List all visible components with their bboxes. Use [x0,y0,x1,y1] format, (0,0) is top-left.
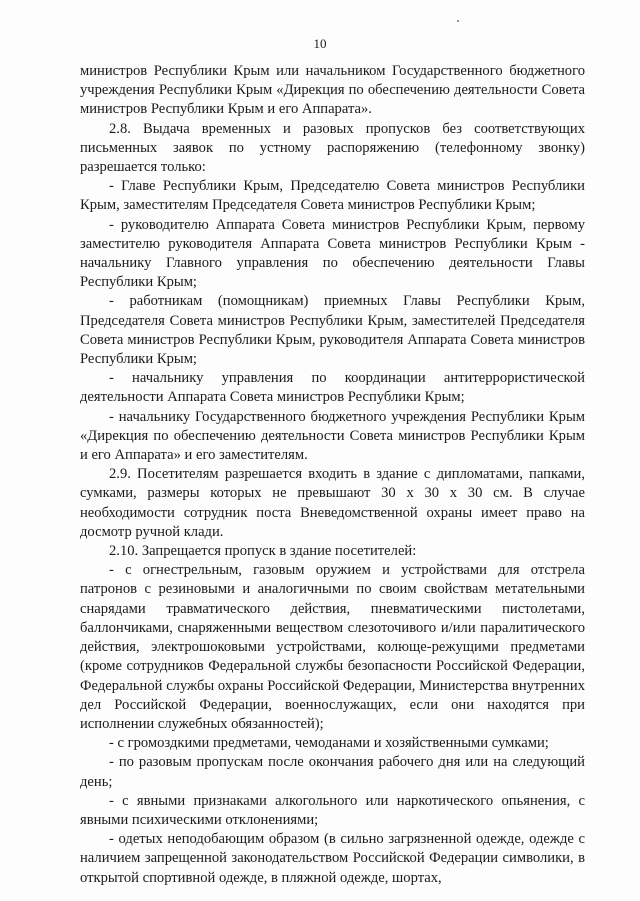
list-item-bulky-items: - с громоздкими предметами, чемоданами и хозяйственными сумками; [109,735,549,752]
list-item-antiterror-head: - начальнику управления по координации антитеррористической деятельности Аппарата Совета министров Республики Крым; [80,370,585,406]
document-body [80,62,585,888]
paragraph-2-8: 2.8. Выдача временных и разовых пропусков без соответствующих письменных заявок по устному распоряжению (телефонному звонку) разрешается только: [80,120,585,176]
list-item-weapons: - с огнестрельным, газовым оружием и устройствами для отстрела патронов с резиновыми и аналогичными по своим свойствам метательными снарядами травматического действия, пневматическими пистолетами, баллончиками, снаряженными веществом слезоточивого и/или паралитического действия, электрошоковыми устройствами, колюще-режущими предметами (кроме сотрудников Федеральной службы безопасности Российской Федерации, Федеральной службы охраны Российской Федерации, Министерства внутренних дел Российской Федерации, военнослужащих, если они находятся при исполнении служебных обязанностей); [80,562,585,732]
list-item-one-time-passes: - по разовым пропускам после окончания рабочего дня или на следующий день; [80,754,585,790]
list-item-directorate-head: - начальнику Государственного бюджетного учреждения Республики Крым «Дирекция по обеспечению деятельности Совета министров Республики Крым и его Аппарата» и его заместителям. [80,408,585,464]
page-number: 10 [313,36,327,51]
list-item-improper-clothing: - одетых неподобающим образом (в сильно загрязненной одежде, одежде с наличием запрещенной законодательством Российской Федерации символики, в открытой спортивной одежде, в пляжной одежде, шортах, [80,831,585,886]
scan-speck [457,20,459,22]
list-item-intoxication: - с явными признаками алкогольного или наркотического опьянения, с явными психическими отклонениями; [80,792,585,828]
list-item-head-of-republic: - Главе Республики Крым, Председателю Совета министров Республики Крым, заместителям Председателя Совета министров Республики Крым; [80,178,585,214]
paragraph-continuation: министров Республики Крым или начальником Государственного бюджетного учреждения Республики Крым «Дирекция по обеспечению деятельности Совета министров Республики Крым и его Аппарата». [80,63,585,118]
list-item-reception-staff: - работникам (помощникам) приемных Главы Республики Крым, Председателя Совета министров Республики Крым, заместителей Председателя Совета министров Республики Крым, руководителя Аппарата Совета министров Республики Крым; [80,293,585,368]
list-item-head-of-apparatus: - руководителю Аппарата Совета министров Республики Крым, первому заместителю руководителя Аппарата Совета министров Республики Крым - начальнику Главного управления по обеспечению деятельности Главы Республики Крым; [80,216,585,291]
paragraph-2-10: 2.10. Запрещается пропуск в здание посетителей: [109,543,417,560]
paragraph-2-9: 2.9. Посетителям разрешается входить в здание с дипломатами, папками, сумками, размеры которых не превышают 30 х 30 х 30 см. В случае необходимости сотрудник поста Вневедомственной охраны имеет право на досмотр ручной клади. [80,466,585,540]
